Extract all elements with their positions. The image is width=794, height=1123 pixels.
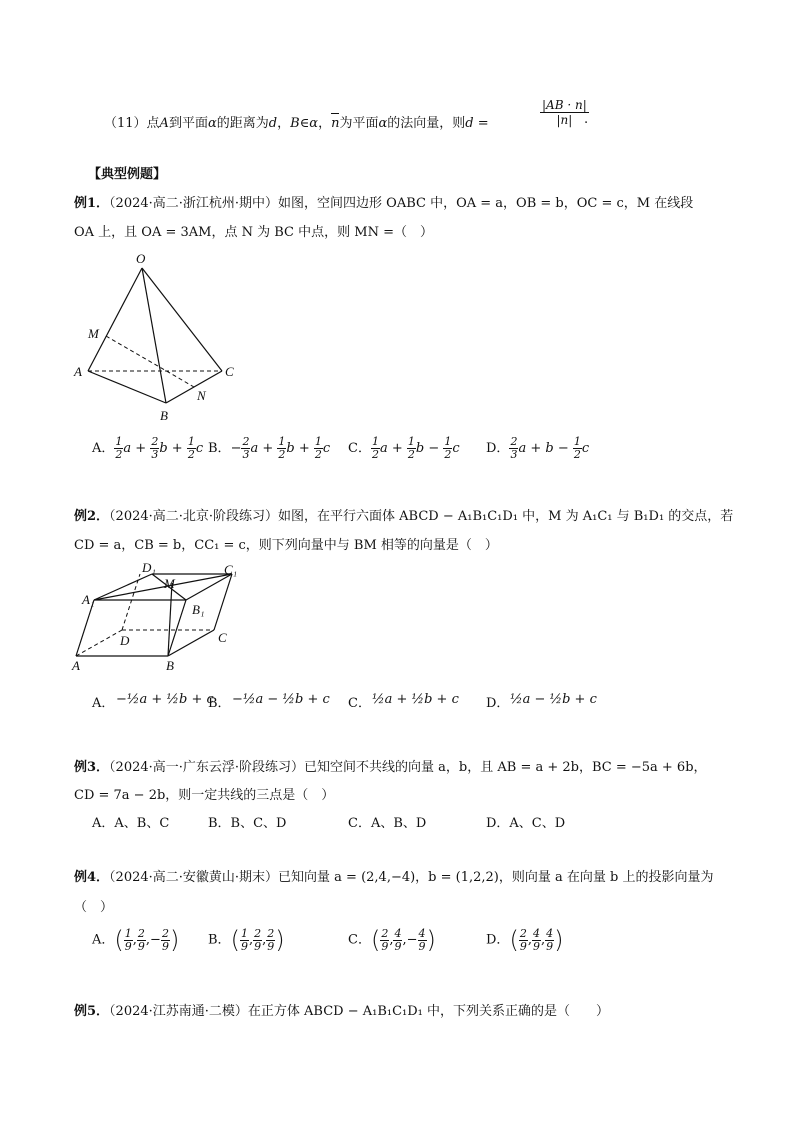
- option-c: [348, 436, 460, 461]
- example-label: 例1．: [74, 196, 110, 211]
- option-letter: A．: [92, 932, 115, 948]
- alpha-symbol: α: [309, 116, 319, 131]
- example-2-line2: CD = a，CB = b，CC₁ = c，则下列向量中与 BM 相等的向量是（ ）: [74, 538, 498, 553]
- fraction: $\frac{1}{2}$: [278, 435, 286, 461]
- example-3-line2: CD = 7a − 2b，则一定共线的三点是（ ）: [74, 788, 335, 803]
- example-4-line1: [74, 866, 713, 885]
- comma: ,: [145, 932, 151, 948]
- option-d: [486, 436, 589, 461]
- option-letter: C．: [348, 441, 371, 456]
- comma: ,: [527, 932, 532, 948]
- example-text: （2024·高一·广东云浮·阶段练习）已知空间不共线的向量 a，b，且 AB = a + 2b，BC = −5a + 6b，: [109, 760, 707, 775]
- fraction: $\frac{2}{9}$: [161, 926, 169, 953]
- edge-a1d1: [94, 574, 152, 600]
- comma: ,: [248, 932, 254, 948]
- option-b-value: −½a − ½b + c: [232, 692, 330, 707]
- option-a-letter: A．: [92, 696, 115, 711]
- period: .: [584, 112, 589, 127]
- comma: ,: [132, 932, 137, 948]
- label-m: M: [164, 576, 175, 591]
- example-5-line1: [74, 1000, 609, 1019]
- label-d: D: [120, 633, 130, 648]
- sign: −: [406, 932, 418, 948]
- fraction: $\frac{2}{3}$: [242, 435, 250, 461]
- fraction: $\frac{1}{2}$: [407, 435, 415, 461]
- comma: ,: [389, 932, 394, 948]
- fraction: $\frac{1}{2}$: [444, 435, 452, 461]
- example-label: 例4．: [74, 870, 110, 885]
- option-c: C．A、B、D: [348, 816, 427, 831]
- vector-symbol: c: [195, 441, 204, 456]
- operator: +: [294, 441, 314, 456]
- distance-symbol: d: [268, 116, 278, 131]
- fraction: $\frac{1}{9}$: [240, 926, 248, 953]
- left-paren: (: [509, 926, 519, 954]
- formula-text: 为平面: [339, 116, 379, 131]
- label-b: B: [166, 658, 174, 673]
- option-letter: A．: [92, 441, 115, 456]
- fraction: $\frac{2}{9}$: [137, 926, 145, 953]
- option-letter: D．: [486, 441, 510, 456]
- fraction: $\frac{1}{2}$: [115, 435, 123, 461]
- label-d1: D₁: [142, 560, 156, 575]
- option-d-letter: D．: [486, 696, 510, 711]
- option-b: [208, 436, 330, 461]
- example-text: （2024·高二·浙江杭州·期中）如图，空间四边形 OABC 中，OA = a，OB = b，OC = c，M 在线段: [109, 196, 694, 211]
- operator: +: [131, 441, 151, 456]
- vector-symbol: c: [581, 441, 590, 456]
- formula-11: [104, 112, 489, 131]
- operator: +: [167, 441, 187, 456]
- example-3-line1: [74, 756, 707, 775]
- vector-symbol: a: [250, 441, 259, 456]
- edge-oa: [88, 268, 142, 371]
- option-b-letter: B．: [208, 696, 231, 711]
- option-letter: C．: [348, 932, 371, 948]
- fraction: $\frac{1}{9}$: [124, 926, 132, 953]
- option-a: [92, 926, 179, 954]
- option-d: [486, 926, 563, 954]
- normal-vector: n: [331, 116, 340, 131]
- fraction-numerator: |AB · n|: [542, 98, 587, 112]
- comma: ,: [540, 932, 546, 948]
- comma: ,: [262, 932, 267, 948]
- fraction: $\frac{1}{2}$: [314, 435, 322, 461]
- left-paren: (: [370, 926, 381, 954]
- vector-symbol: b: [415, 441, 425, 456]
- vector-symbol: c: [452, 441, 460, 456]
- label-c: C: [225, 364, 234, 379]
- example-label: 例2．: [74, 509, 110, 524]
- label-o: O: [136, 251, 146, 266]
- example-1-line1: [74, 192, 693, 211]
- fraction: $\frac{4}{9}$: [532, 926, 540, 953]
- comma: ,: [402, 932, 407, 948]
- operator: +: [387, 441, 407, 456]
- label-a1: A₁: [82, 592, 95, 607]
- option-letter: B．: [208, 441, 231, 456]
- point-b: B: [290, 116, 300, 131]
- alpha-symbol: α: [378, 116, 388, 131]
- formula-text: ，: [318, 116, 332, 131]
- example-1-line2: OA 上，且 OA = 3AM，点 N 为 BC 中点，则 MN =（ ）: [74, 225, 433, 240]
- label-n: N: [197, 388, 206, 403]
- sign: −: [150, 932, 161, 948]
- formula-text: 的法向量，则: [387, 116, 466, 131]
- edge-dd1-hidden: [122, 574, 140, 630]
- fraction: $\frac{2}{9}$: [381, 926, 389, 953]
- fraction: $\frac{4}{9}$: [394, 926, 402, 953]
- option-b: [208, 926, 285, 954]
- diag-a1c1: [94, 574, 232, 600]
- fraction: $\frac{2}{9}$: [254, 926, 262, 953]
- example-4-line2: （ ）: [74, 900, 114, 915]
- edge-oc: [142, 268, 222, 371]
- fraction: $\frac{1}{2}$: [187, 435, 195, 461]
- right-paren: ): [275, 926, 285, 954]
- formula-text: 到平面: [168, 116, 208, 131]
- label-b1: B₁: [192, 602, 205, 617]
- option-letter: B．: [208, 932, 231, 948]
- formula-text: （11）点: [104, 116, 160, 131]
- example-label: 例5．: [74, 1004, 110, 1019]
- fraction: $\frac{2}{9}$: [267, 926, 275, 953]
- right-paren: ): [554, 926, 564, 954]
- fraction: $\frac{1}{2}$: [573, 435, 581, 461]
- operator: +: [526, 441, 546, 456]
- parallelepiped-figure: [60, 560, 250, 675]
- alpha-symbol: α: [207, 116, 217, 131]
- operator: −: [424, 441, 444, 456]
- segment-mn-hidden: [106, 336, 194, 387]
- option-letter: D．: [486, 932, 510, 948]
- right-paren: ): [169, 926, 180, 954]
- example-text: （2024·高二·北京·阶段练习）如图，在平行六面体 ABCD − A₁B₁C₁D₁ 中，M 为 A₁C₁ 与 B₁D₁ 的交点，若: [109, 509, 734, 524]
- edge-ob: [142, 268, 166, 403]
- option-a: A．A、B、C: [92, 816, 170, 831]
- fraction-denominator: |n|: [556, 113, 573, 127]
- label-m: M: [88, 326, 99, 341]
- option-d-value: ½a − ½b + c: [510, 692, 597, 707]
- fraction: $\frac{2}{3}$: [510, 435, 518, 461]
- fraction: $\frac{1}{2}$: [371, 435, 379, 461]
- vector-symbol: a: [379, 441, 388, 456]
- label-c: C: [218, 630, 227, 645]
- label-a: A: [74, 364, 82, 379]
- left-paren: (: [230, 926, 240, 954]
- point-a: A: [159, 116, 169, 131]
- vector-symbol: b: [545, 441, 554, 456]
- fraction: $\frac{4}{9}$: [546, 926, 554, 953]
- fraction: $\frac{4}{9}$: [418, 926, 426, 953]
- formula-text: ，: [277, 116, 291, 131]
- fraction: $\frac{2}{3}$: [151, 435, 159, 461]
- section-title: 【典型例题】: [88, 167, 167, 182]
- operator: −: [553, 441, 573, 456]
- vector-symbol: b: [286, 441, 295, 456]
- fraction: $\frac{2}{9}$: [519, 926, 527, 953]
- option-c-value: ½a + ½b + c: [372, 692, 459, 707]
- tetrahedron-figure: [60, 248, 260, 428]
- option-c: [348, 926, 436, 954]
- option-b: B．B、C、D: [208, 816, 287, 831]
- vector-symbol: a: [518, 441, 527, 456]
- distance-fraction: [540, 98, 589, 127]
- option-d: D．A、C、D: [486, 816, 566, 831]
- vector-symbol: b: [159, 441, 168, 456]
- in-symbol: ∈: [299, 116, 310, 131]
- option-a-value: −½a + ½b + c: [116, 692, 214, 707]
- edge-ab: [88, 371, 166, 403]
- option-c-letter: C．: [348, 696, 371, 711]
- label-b: B: [160, 408, 168, 423]
- vector-symbol: c: [322, 441, 331, 456]
- operator: +: [258, 441, 278, 456]
- example-label: 例3．: [74, 760, 110, 775]
- example-text: （2024·江苏南通·二模）在正方体 ABCD − A₁B₁C₁D₁ 中，下列关系正确的是（ ）: [109, 1004, 610, 1019]
- example-text: （2024·高二·安徽黄山·期末）已知向量 a = (2,4,−4)，b = (1,2,2)，则向量 a 在向量 b 上的投影向量为: [109, 870, 714, 885]
- d-equals: d =: [465, 116, 489, 131]
- left-paren: (: [114, 926, 124, 954]
- vector-symbol: a: [123, 441, 132, 456]
- label-c1: C₁: [224, 562, 238, 577]
- option-a: [92, 436, 203, 461]
- right-paren: ): [426, 926, 436, 954]
- sign: −: [230, 441, 242, 456]
- label-a: A: [72, 658, 80, 673]
- example-2-line1: [74, 505, 733, 524]
- formula-text: 的距离为: [216, 116, 269, 131]
